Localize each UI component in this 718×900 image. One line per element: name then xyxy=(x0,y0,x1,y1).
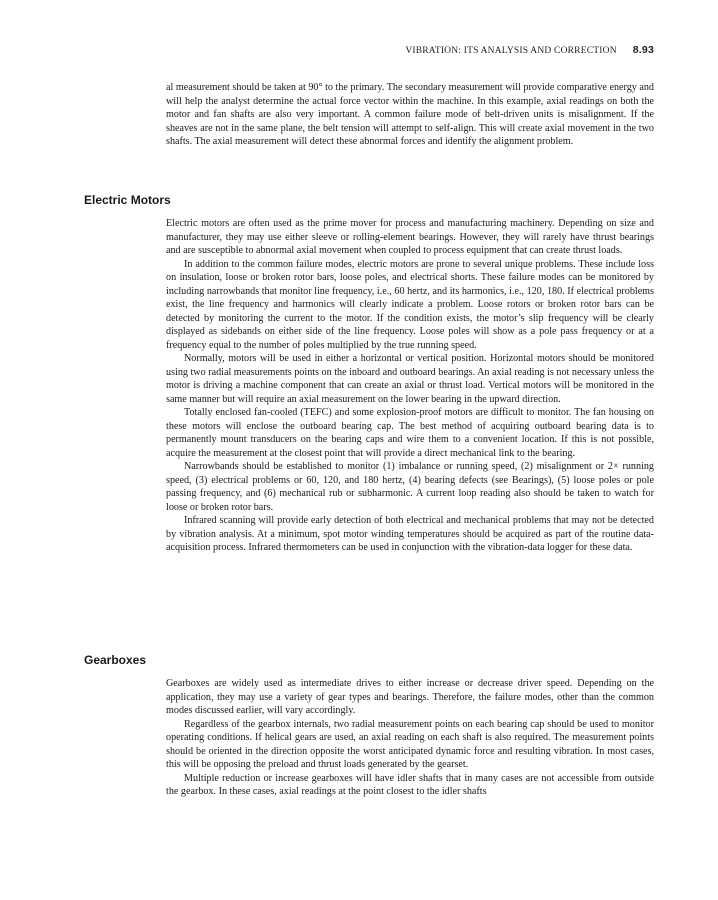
body-paragraph: Infrared scanning will provide early detection of both electrical and mechanical problems that may not be detected by vibration analysis. At a minimum, spot motor winding temperatures should be acquired as part of the routine data-acquisition process. Infrared thermometers can be used in conjunction with the vibration-data logger for these data. xyxy=(166,515,654,553)
body-paragraph: Normally, motors will be used in either a horizontal or vertical position. Horizontal motors should be monitored using two radial measurements points on the inboard and outboard bearings. An axial reading is not necessary unless the motor is driving a machine component that can create an axial or thrust load. Vertical motors will be monitored in the same manner but will require an axial measurement on the lower bearing in the upward direction. xyxy=(166,353,654,405)
body-paragraph: Gearboxes are widely used as intermediate drives to either increase or decrease driver speed. Depending on the application, they may use a variety of gear types and bearings. Therefore, the failure modes, other than the common modes discussed earlier, will vary accordingly. xyxy=(166,678,654,716)
body-paragraph: Totally enclosed fan-cooled (TEFC) and some explosion-proof motors are difficult to monitor. The fan housing on these motors will enclose the outboard bearing cap. The best method of acquiring outboard bearing data is to permanently mount transducers on the bearing caps and wire them to a convenient location. If this is not possible, acquire the measurement at the closest point that will provide a direct mechanical link to the bearing. xyxy=(166,407,654,459)
body-paragraph: Regardless of the gearbox internals, two radial measurement points on each bearing cap should be used to monitor operating conditions. If helical gears are used, an axial reading on each shaft is also required. The measurement points should be oriented in the direction opposite the worst anticipated dynamic force and resulting vibration. In most cases, this will be opposing the preload and thrust loads generated by the gearset. xyxy=(166,718,654,770)
body-paragraph: Electric motors are often used as the prime mover for process and manufacturing machinery. Depending on size and manufacturer, they may use either sleeve or rolling-element bearings. However, they will rarely have thrust bearings and are susceptible to abnormal axial movement when coupled to process equipment that can create thrust loads. xyxy=(166,218,654,256)
intro-paragraph: al measurement should be taken at 90° to the primary. The secondary measurement will provide comparative energy and will help the analyst determine the actual force vector within the machine. In this example, axial readings on both the motor and fan shafts are also very important. A common failure mode of belt-driven units is misalignment. If the sheaves are not in the same plane, the belt tension will attempt to self-align. This will create axial movement in the two shafts. The axial measurement will detect these abnormal forces and identify the alignment problem. xyxy=(166,82,654,147)
body-paragraph: Narrowbands should be established to monitor (1) imbalance or running speed, (2) misalignment or 2× running speed, (3) electrical problems or 60, 120, and 180 hertz, (4) bearing defects (see Bearings), (5) loose poles or pole passing frequency, and (6) mechanical rub or subharmonic. A current loop reading also should be taken to watch for loose or broken rotor bars. xyxy=(166,461,654,513)
section-heading-gearboxes: Gearboxes xyxy=(84,653,147,667)
electric-motors-section xyxy=(166,217,654,555)
running-header xyxy=(166,44,654,58)
page-number: 8.93 xyxy=(632,44,654,56)
intro-section xyxy=(166,81,654,149)
body-paragraph: In addition to the common failure modes, electric motors are prone to several unique problems. These include loss on insulation, loose or broken rotor bars, loose poles, and electrical shorts. These failure modes can be monitored by including narrowbands that monitor line frequency, i.e., 60 hertz, and its harmonics, i.e., 120, 180. If electrical problems exist, the line frequency and harmonics will clearly indicate a problem. Loose rotors or broken rotor bars can be detected by monitoring the current to the motor. If the condition exists, the motor’s slip frequency will be clearly displayed as sidebands on either side of the line frequency. Loose poles will show as a pole pass frequency or at a frequency equal to the number of poles multiplied by the true running speed. xyxy=(166,258,654,351)
body-paragraph: Multiple reduction or increase gearboxes will have idler shafts that in many cases are not accessible from outside the gearbox. In these cases, axial readings at the point closest to the idler shafts xyxy=(166,772,654,797)
running-title: VIBRATION: ITS ANALYSIS AND CORRECTION xyxy=(405,46,617,56)
gearboxes-section xyxy=(166,677,654,799)
section-heading-electric-motors: Electric Motors xyxy=(84,193,171,207)
